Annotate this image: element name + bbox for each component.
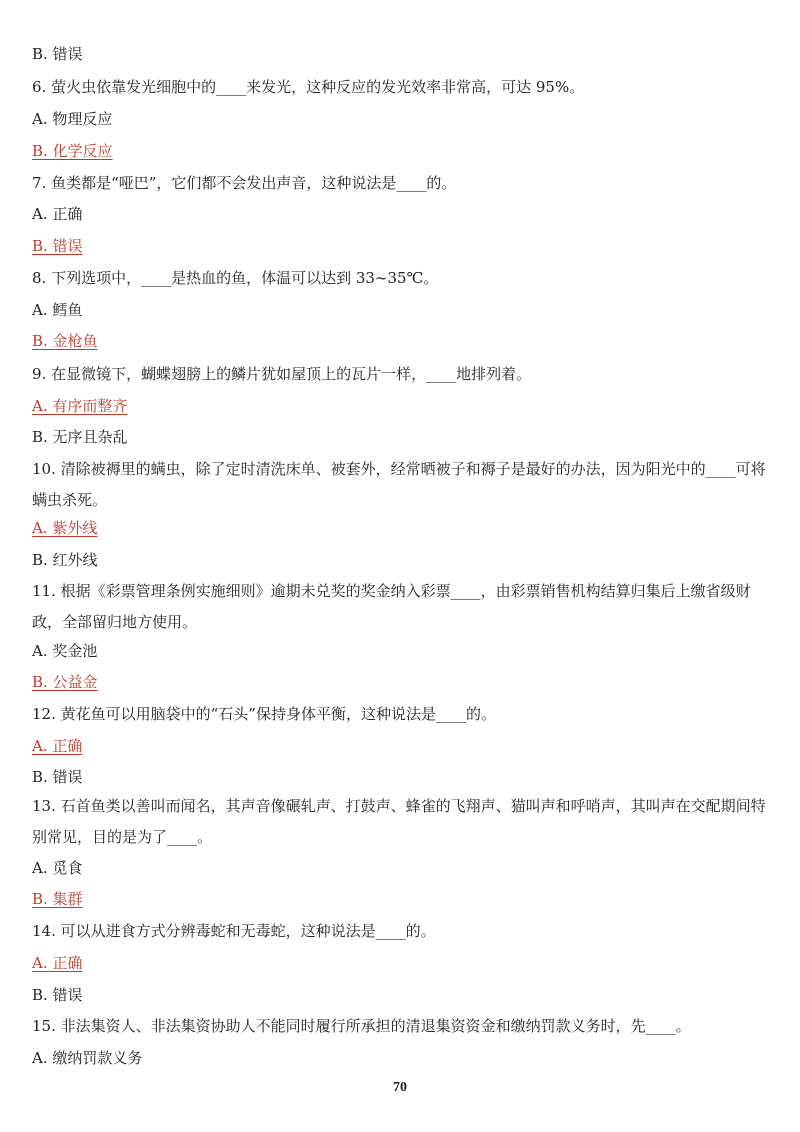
answer-option: A. 奖金池 — [32, 642, 98, 660]
question-text: 14. 可以从进食方式分辨毒蛇和无毒蛇，这种说法是____的。 — [32, 922, 436, 940]
answer-option: B. 无序且杂乱 — [32, 428, 128, 446]
answer-option: B. 错误 — [32, 768, 83, 786]
answer-option: A. 觅食 — [32, 859, 83, 877]
question-text: 7. 鱼类都是“哑巴”，它们都不会发出声音，这种说法是____的。 — [32, 174, 457, 192]
page-number: 70 — [393, 1080, 407, 1095]
answer-option: A. 物理反应 — [32, 110, 113, 128]
answer-option: B. 红外线 — [32, 551, 98, 569]
answer-option: B. 错误 — [32, 986, 83, 1004]
answer-option: A. 鳕鱼 — [32, 301, 83, 319]
correct-answer-option: A. 有序而整齐 — [32, 397, 128, 415]
question-text: 6. 萤火虫依靠发光细胞中的____来发光，这种反应的发光效率非常高，可达 95%。 — [32, 78, 585, 96]
answer-option: A. 正确 — [32, 205, 83, 223]
correct-answer-option: A. 正确 — [32, 737, 83, 755]
answer-option: A. 缴纳罚款义务 — [32, 1049, 143, 1067]
question-text: 9. 在显微镜下，蝴蝶翅膀上的鳞片犹如屋顶上的瓦片一样，____地排列着。 — [32, 365, 532, 383]
question-text: 15. 非法集资人、非法集资协助人不能同时履行所承担的清退集资资金和缴纳罚款义务时，先____。 — [32, 1017, 691, 1035]
question-text: 8. 下列选项中，____是热血的鱼，体温可以达到 33~35℃。 — [32, 269, 439, 287]
correct-answer-option: A. 正确 — [32, 954, 83, 972]
correct-answer-option: B. 公益金 — [32, 673, 98, 691]
answer-option: B. 错误 — [32, 45, 83, 63]
question-text: 13. 石首鱼类以善叫而闻名，其声音像碾轧声、打鼓声、蜂雀的飞翔声、猫叫声和呼哨声，其叫声在交配期间特别常见，目的是为了____。 — [32, 797, 766, 846]
correct-answer-option: B. 金枪鱼 — [32, 332, 98, 350]
correct-answer-option: B. 化学反应 — [32, 142, 113, 160]
question-text: 11. 根据《彩票管理条例实施细则》逾期未兑奖的奖金纳入彩票____，由彩票销售机构结算归集后上缴省级财政，全部留归地方使用。 — [32, 582, 751, 631]
correct-answer-option: B. 错误 — [32, 237, 83, 255]
question-text: 10. 清除被褥里的螨虫，除了定时清洗床单、被套外，经常晒被子和褥子是最好的办法，因为阳光中的____可将螨虫杀死。 — [32, 460, 766, 509]
correct-answer-option: A. 紫外线 — [32, 519, 98, 537]
correct-answer-option: B. 集群 — [32, 890, 83, 908]
question-text: 12. 黄花鱼可以用脑袋中的“石头”保持身体平衡，这种说法是____的。 — [32, 705, 496, 723]
